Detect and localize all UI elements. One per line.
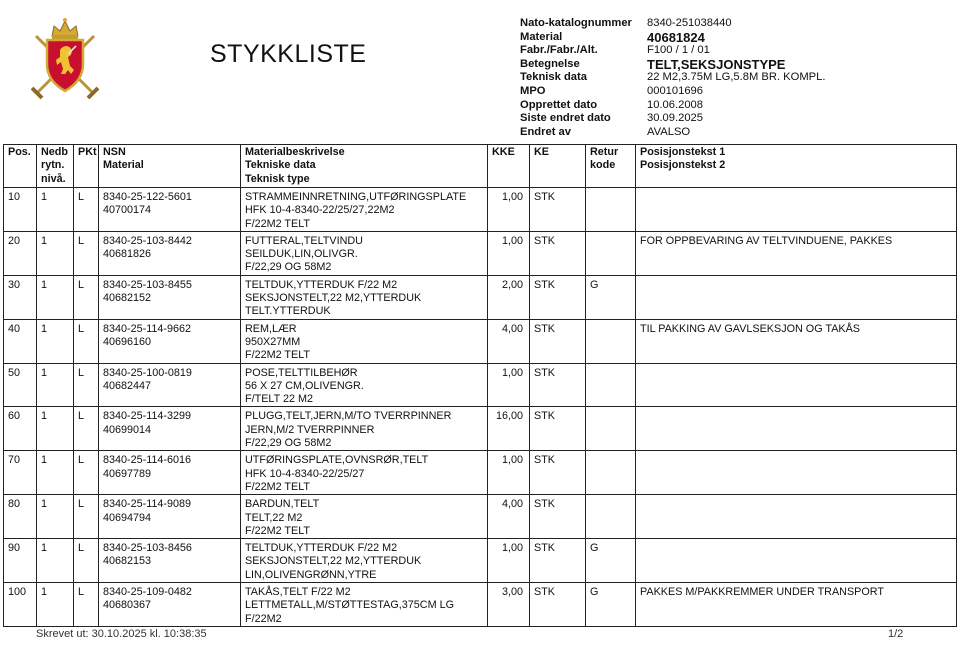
cell-kke: 1,00: [488, 231, 530, 275]
table-row: [4, 319, 957, 363]
cell-pkt: L: [74, 495, 99, 539]
table-row: [4, 539, 957, 583]
cell-kke: 4,00: [488, 319, 530, 363]
cell-retur: [586, 319, 636, 363]
cell-pos: 60: [4, 407, 37, 451]
meta-row: [520, 44, 825, 58]
col-header-description: Materialbeskrivelse Tekniske data Teknisk type: [241, 145, 488, 188]
cell-pkt: L: [74, 407, 99, 451]
page-number: 1/2: [888, 628, 904, 640]
meta-row: [520, 112, 825, 126]
cell-nedb: 1: [37, 363, 74, 407]
cell-retur: G: [586, 583, 636, 627]
cell-kke: 3,00: [488, 583, 530, 627]
cell-kke: 1,00: [488, 539, 530, 583]
col-header-nedb: Nedb rytn. nivå.: [37, 145, 74, 188]
meta-value: F100 / 1 / 01: [647, 44, 710, 57]
cell-pkt: L: [74, 583, 99, 627]
cell-retur: G: [586, 275, 636, 319]
cell-position-text: [636, 495, 957, 539]
col-header-nsn: NSN Material: [99, 145, 241, 188]
cell-description: POSE,TELTTILBEHØR 56 X 27 CM,OLIVENGR. F/TELT 22 M2: [241, 363, 488, 407]
cell-ke: STK: [530, 539, 586, 583]
cell-ke: STK: [530, 231, 586, 275]
cell-pkt: L: [74, 363, 99, 407]
table-row: [4, 495, 957, 539]
cell-nedb: 1: [37, 495, 74, 539]
cell-position-text: [636, 275, 957, 319]
meta-label: Teknisk data: [520, 71, 587, 84]
meta-label: MPO: [520, 84, 546, 97]
cell-retur: [586, 407, 636, 451]
cell-ke: STK: [530, 407, 586, 451]
cell-pos: 80: [4, 495, 37, 539]
cell-description: TELTDUK,YTTERDUK F/22 M2 SEKSJONSTELT,22 M2,YTTERDUK TELT.YTTERDUK: [241, 275, 488, 319]
cell-pkt: L: [74, 539, 99, 583]
cell-ke: STK: [530, 319, 586, 363]
parts-list-table: [3, 144, 957, 627]
meta-row: [520, 71, 825, 85]
cell-description: TELTDUK,YTTERDUK F/22 M2 SEKSJONSTELT,22 M2,YTTERDUK LIN,OLIVENGRØNN,YTRE: [241, 539, 488, 583]
cell-pos: 100: [4, 583, 37, 627]
cell-pos: 10: [4, 188, 37, 232]
meta-value: 30.09.2025: [647, 112, 703, 125]
cell-ke: STK: [530, 363, 586, 407]
meta-label: Endret av: [520, 125, 571, 138]
cell-nedb: 1: [37, 275, 74, 319]
cell-description: TAKÅS,TELT F/22 M2 LETTMETALL,M/STØTTESTAG,375CM LG F/22M2: [241, 583, 488, 627]
cell-position-text: PAKKES M/PAKKREMMER UNDER TRANSPORT: [636, 583, 957, 627]
meta-row: [520, 58, 825, 72]
table-row: [4, 583, 957, 627]
cell-nsn-material: 8340-25-122-5601 40700174: [99, 188, 241, 232]
cell-nedb: 1: [37, 539, 74, 583]
meta-label: Opprettet dato: [520, 98, 598, 111]
cell-ke: STK: [530, 188, 586, 232]
cell-retur: G: [586, 539, 636, 583]
meta-label: Material: [520, 30, 563, 43]
meta-value: 40681824: [647, 29, 705, 45]
meta-value: 22 M2,3.75M LG,5.8M BR. KOMPL.: [647, 71, 826, 84]
cell-pkt: L: [74, 188, 99, 232]
meta-label: Fabr./Fabr./Alt.: [520, 44, 598, 57]
document-title: STYKKLISTE: [210, 40, 367, 68]
meta-label: Nato-katalognummer: [520, 17, 632, 29]
cell-nsn-material: 8340-25-114-6016 40697789: [99, 451, 241, 495]
cell-nsn-material: 8340-25-109-0482 40680367: [99, 583, 241, 627]
cell-description: STRAMMEINNRETNING,UTFØRINGSPLATE HFK 10-4-8340-22/25/27,22M2 F/22M2 TELT: [241, 188, 488, 232]
cell-nsn-material: 8340-25-103-8455 40682152: [99, 275, 241, 319]
cell-nsn-material: 8340-25-114-9662 40696160: [99, 319, 241, 363]
cell-nedb: 1: [37, 319, 74, 363]
cell-ke: STK: [530, 583, 586, 627]
cell-nedb: 1: [37, 583, 74, 627]
meta-value: 8340-251038440: [647, 17, 732, 29]
cell-kke: 1,00: [488, 188, 530, 232]
meta-value: 000101696: [647, 84, 703, 97]
cell-nedb: 1: [37, 451, 74, 495]
cell-pos: 90: [4, 539, 37, 583]
cell-position-text: [636, 451, 957, 495]
cell-description: BARDUN,TELT TELT,22 M2 F/22M2 TELT: [241, 495, 488, 539]
cell-retur: [586, 451, 636, 495]
cell-nsn-material: 8340-25-114-9089 40694794: [99, 495, 241, 539]
cell-pos: 50: [4, 363, 37, 407]
armed-forces-emblem-icon: [30, 12, 100, 100]
col-header-pkt: PKt: [74, 145, 99, 188]
table-row: [4, 407, 957, 451]
meta-row: [520, 99, 825, 113]
cell-position-text: [636, 188, 957, 232]
cell-position-text: [636, 539, 957, 583]
col-header-retur: Retur kode: [586, 145, 636, 188]
cell-nedb: 1: [37, 188, 74, 232]
cell-description: REM,LÆR 950X27MM F/22M2 TELT: [241, 319, 488, 363]
cell-position-text: FOR OPPBEVARING AV TELTVINDUENE, PAKKES: [636, 231, 957, 275]
cell-kke: 4,00: [488, 495, 530, 539]
meta-value: AVALSO: [647, 125, 691, 138]
meta-row: [520, 31, 825, 45]
cell-pkt: L: [74, 231, 99, 275]
cell-pos: 70: [4, 451, 37, 495]
cell-nedb: 1: [37, 231, 74, 275]
cell-kke: 2,00: [488, 275, 530, 319]
cell-pkt: L: [74, 275, 99, 319]
table-row: [4, 451, 957, 495]
cell-kke: 1,00: [488, 363, 530, 407]
cell-position-text: [636, 407, 957, 451]
cell-pkt: L: [74, 451, 99, 495]
cell-nedb: 1: [37, 407, 74, 451]
table-row: [4, 363, 957, 407]
col-header-kke: KKE: [488, 145, 530, 188]
cell-position-text: [636, 363, 957, 407]
cell-nsn-material: 8340-25-103-8456 40682153: [99, 539, 241, 583]
meta-label: Betegnelse: [520, 57, 580, 70]
cell-position-text: TIL PAKKING AV GAVLSEKSJON OG TAKÅS: [636, 319, 957, 363]
cell-nsn-material: 8340-25-114-3299 40699014: [99, 407, 241, 451]
printed-timestamp: Skrevet ut: 30.10.2025 kl. 10:38:35: [36, 628, 207, 640]
cell-nsn-material: 8340-25-100-0819 40682447: [99, 363, 241, 407]
cell-ke: STK: [530, 275, 586, 319]
meta-row: [520, 85, 825, 99]
cell-retur: [586, 231, 636, 275]
cell-ke: STK: [530, 495, 586, 539]
cell-nsn-material: 8340-25-103-8442 40681826: [99, 231, 241, 275]
col-header-pos: Pos.: [4, 145, 37, 188]
col-header-position-text: Posisjonstekst 1 Posisjonstekst 2: [636, 145, 957, 188]
cell-retur: [586, 495, 636, 539]
meta-row: [520, 17, 825, 31]
cell-description: UTFØRINGSPLATE,OVNSRØR,TELT HFK 10-4-8340-22/25/27 F/22M2 TELT: [241, 451, 488, 495]
cell-kke: 16,00: [488, 407, 530, 451]
cell-pkt: L: [74, 319, 99, 363]
table-row: [4, 231, 957, 275]
meta-value: 10.06.2008: [647, 98, 703, 111]
cell-pos: 20: [4, 231, 37, 275]
cell-description: PLUGG,TELT,JERN,M/TO TVERRPINNER JERN,M/2 TVERRPINNER F/22,29 OG 58M2: [241, 407, 488, 451]
cell-description: FUTTERAL,TELTVINDU SEILDUK,LIN,OLIVGR. F/22,29 OG 58M2: [241, 231, 488, 275]
cell-pos: 40: [4, 319, 37, 363]
cell-ke: STK: [530, 451, 586, 495]
table-row: [4, 275, 957, 319]
header-metadata: [520, 17, 825, 139]
meta-value: TELT,SEKSJONSTYPE: [647, 56, 786, 72]
meta-label: Siste endret dato: [520, 112, 611, 125]
col-header-ke: KE: [530, 145, 586, 188]
cell-retur: [586, 188, 636, 232]
cell-pos: 30: [4, 275, 37, 319]
table-row: [4, 188, 957, 232]
cell-retur: [586, 363, 636, 407]
meta-row: [520, 126, 825, 140]
cell-kke: 1,00: [488, 451, 530, 495]
table-header-row: [4, 145, 957, 188]
